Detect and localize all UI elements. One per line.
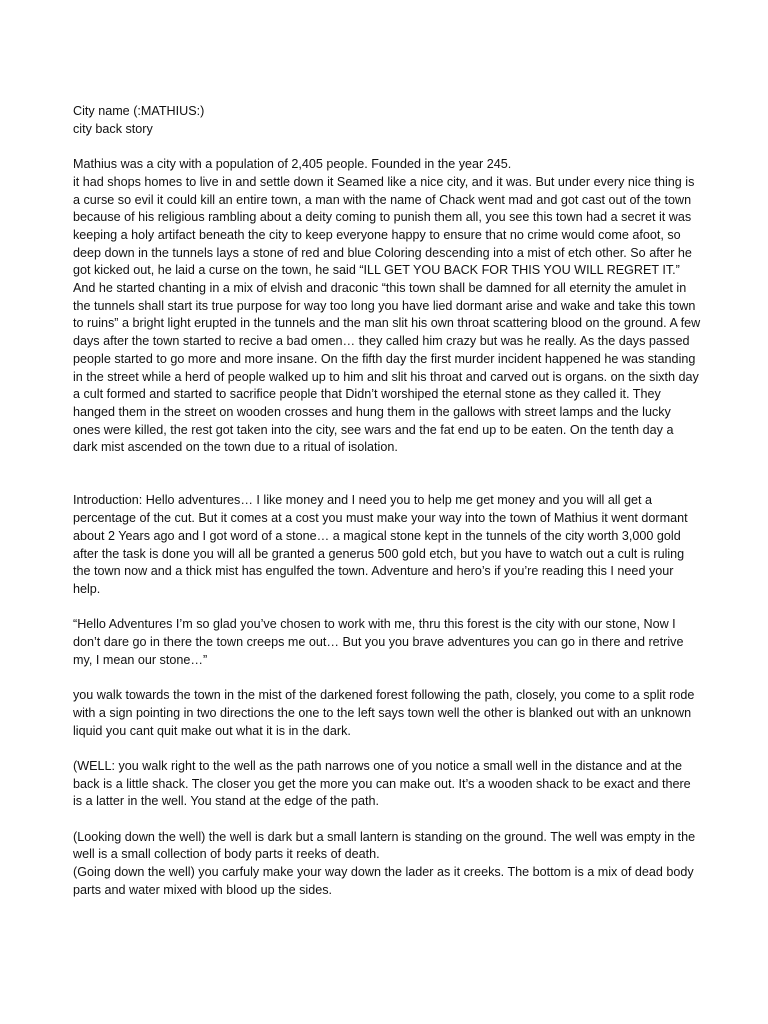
looking-down-paragraph: (Looking down the well) the well is dark but a small lantern is standing on the ground. The well was empty in the well is a small collection of body parts it reeks of death. bbox=[73, 829, 696, 862]
well-paragraph: (WELL: you walk right to the well as the path narrows one of you notice a small well in the distance and at the back is a little shack. The closer you get the more you can make out. It’s a wooden shack to be exact and there is a latter in the well. You stand at the edge of the path. bbox=[73, 758, 691, 809]
forest-path-paragraph: you walk towards the town in the mist of the darkened forest following the path, closely, you come to a split rode with a sign pointing in two directions the one to the left says town well the other is blanked out with an unknown liquid you cant quit make out what it is in the dark. bbox=[73, 688, 695, 738]
quote-paragraph: “Hello Adventures I’m so glad you’ve chosen to work with me, thru this forest is the city with our stone, Now I don’t dare go in there the town creeps me out… But you you brave adventures you can go in there and retrive my, I mean our stone…” bbox=[73, 617, 684, 667]
spacer bbox=[73, 138, 701, 156]
spacer bbox=[73, 669, 701, 687]
subtitle-line: city back story bbox=[73, 121, 153, 136]
spacer bbox=[73, 811, 701, 829]
backstory-paragraph: it had shops homes to live in and settle down it Seamed like a nice city, and it was. But under every nice thing is a curse so evil it could kill an entire town, a man with the name of Chack went mad and got cast out of the town because of his religious rambling about a deity coming to punish them all, you see this town had a secret it was keeping a holy artifact beneath the city to keep everyone happy to ensure that no crime would come afoot, so deep down in the tunnels lays a stone of red and blue Coloring descending into a mist of etch other. So after he got kicked out, he laid a curse on the town, he said “ILL GET YOU BACK FOR THIS YOU WILL REGRET IT.” And he started chanting in a mix of elvish and draconic “this town shall be damned for all eternity the amulet in the tunnels shall start its true purpose for way too long you have lied dormant arise and wake and take this town to ruins” a bright light erupted in the tunnels and the man slit his own throat scattering blood on the ground. A few days after the town started to recive a bad omen… they called him crazy but was he really. As the days passed people started to go more and more insane. On the fifth day the first murder incident happened he was standing in the street while a herd of people walked up to him and slit his throat and carved out is organs. on the sixth day a cult formed and started to sacrifice people that Didn’t worshiped the eternal stone as they called it. They hanged them in the street on wooden crosses and hung them in the gallows with street lamps and the lucky ones were killed, the rest got taken into the city, see wars and the fat end up to be eaten. On the tenth day a dark mist ascended on the town due to a ritual of isolation. bbox=[73, 174, 701, 455]
document-page bbox=[73, 103, 701, 900]
spacer bbox=[73, 740, 701, 758]
city-name-line: City name (:MATHIUS:) bbox=[73, 104, 205, 118]
introduction-paragraph: Introduction: Hello adventures… I like money and I need you to help me get money and you will all get a percentage of the cut. But it comes at a cost you must make your way into the town of Mathius it went dormant about 2 Years ago and I got word of a stone… a magical stone kept in the tunnels of the city worth 3,000 gold after the task is done you will all be granted a generus 500 gold etch, but you have to watch out a cult is ruling the town now and a thick mist has engulfed the town. Adventure and hero’s if you’re reading this I need your help. bbox=[73, 493, 688, 596]
going-down-paragraph: (Going down the well) you carfuly make your way down the lader as it creeks. The bottom is a mix of dead body parts and water mixed with blood up the sides. bbox=[73, 865, 694, 897]
backstory-first-line: Mathius was a city with a population of 2,405 people. Founded in the year 245. bbox=[73, 157, 512, 172]
spacer bbox=[73, 599, 701, 617]
spacer bbox=[73, 457, 701, 492]
